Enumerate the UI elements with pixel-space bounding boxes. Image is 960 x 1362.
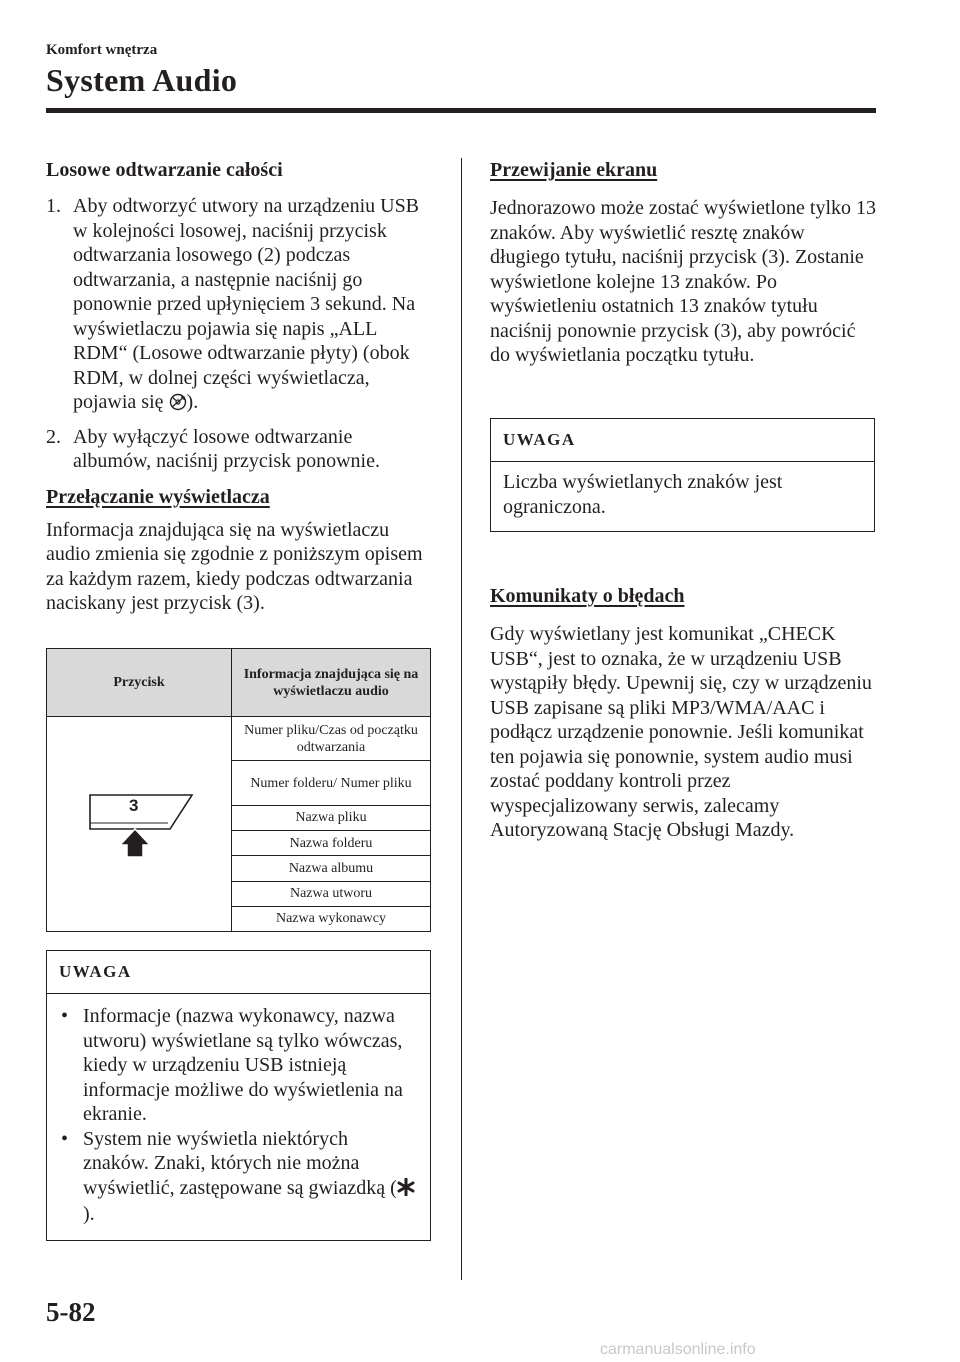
random-heading: Losowe odtwarzanie całości xyxy=(46,159,283,181)
random-step-1 xyxy=(46,194,432,418)
page-number: 5-82 xyxy=(46,1297,96,1327)
note-heading: UWAGA xyxy=(503,430,576,449)
errors-text: Gdy wyświetlany jest komunikat „CHECK USB“, jest to oznaka, że w urządzeniu USB wystąpiły błędy. Upewnij się, czy w urządzeniu USB zapisane są pliki MP3/WMA/AAC i podłącz urządzenie ponownie. Jeśli komunikat ten pojawia się ponownie, system audio musi zostać poddany kontroli przez wyspecjalizowany serwis, zalecamy Autoryzowaną Stację Obsługi Mazdy. xyxy=(490,623,872,841)
button-cell xyxy=(47,717,232,932)
table-row: Nazwa albumu xyxy=(232,856,431,881)
scroll-heading: Przewijanie ekranu xyxy=(490,159,658,181)
random-disc-icon xyxy=(169,393,187,418)
note-item-text: System nie wyświetla niektórych znaków. Znaki, których nie można wyświetlić, zastępowane są gwiazdką ( xyxy=(83,1127,397,1199)
table-row: Numer folderu/ Numer pliku xyxy=(232,761,431,805)
note-list xyxy=(59,1004,416,1227)
watermark: carmanualsonline.info xyxy=(600,1341,756,1358)
left-column xyxy=(46,157,432,616)
note-item xyxy=(59,1127,416,1227)
table-header-button: Przycisk xyxy=(47,649,232,717)
note-item-end: ). xyxy=(83,1203,95,1225)
right-column xyxy=(490,157,876,368)
note-body xyxy=(47,994,430,1239)
errors-heading: Komunikaty o błędach xyxy=(490,585,685,607)
step-text: Aby odtworzyć utwory na urządzeniu USB w kolejności losowej, naciśnij przycisk odtwarzania losowego (2) podczas odtwarzania, a następnie naciśnij go ponownie przed upłynięciem 3 sekund. Na wyświetlaczu pojawia się napis „ALL RDM“ (Losowe odtwarzanie płyty) (obok RDM, w dolnej części wyświetlacza, pojawia się xyxy=(73,195,420,413)
table-header-info: Informacja znajdująca się na wyświetlaczu audio xyxy=(232,649,431,717)
note-box-right xyxy=(490,418,875,532)
note-heading: UWAGA xyxy=(59,962,132,981)
table-row: Numer pliku/Czas od początku odtwarzania xyxy=(232,717,431,761)
errors-section xyxy=(490,583,876,843)
step-text: Aby wyłączyć losowe odtwarzanie albumów, naciśnij przycisk ponownie. xyxy=(73,425,380,472)
table-row: Nazwa pliku xyxy=(232,805,431,830)
display-table xyxy=(46,648,431,932)
note-box-left xyxy=(46,950,431,1241)
table-row: Nazwa folderu xyxy=(232,831,431,856)
random-step-2 xyxy=(46,425,432,474)
press-button-icon xyxy=(50,717,228,931)
column-divider xyxy=(461,158,462,1280)
table-row: Nazwa wykonawcy xyxy=(232,906,431,931)
table-row: Nazwa utworu xyxy=(232,881,431,906)
page-title: System Audio xyxy=(46,62,238,98)
bullet: • xyxy=(61,1005,69,1027)
display-switch-text: Informacja znajdująca się na wyświetlaczu audio zmienia się zgodnie z poniższym opisem za każdym razem, kiedy podczas odtwarzania naciskany jest przycisk (3). xyxy=(46,518,423,614)
random-steps xyxy=(46,194,432,474)
title-rule xyxy=(46,108,876,113)
display-switch-heading: Przełączanie wyświetlacza xyxy=(46,485,270,508)
section-label: Komfort wnętrza xyxy=(46,42,158,58)
note-body: Liczba wyświetlanych znaków jest ograniczona. xyxy=(503,471,783,518)
scroll-text: Jednorazowo może zostać wyświetlone tylko 13 znaków. Aby wyświetlić resztę znaków długiego tytułu, naciśnij przycisk (3). Zostanie wyświetlone kolejne 13 znaków. Po wyświetleniu ostatnich 13 znaków tytułu naciśnij ponownie przycisk (3), aby powrócić do wyświetlania początku tytułu. xyxy=(490,197,877,366)
step-number: 2. xyxy=(46,425,61,448)
note-item-text: Informacje (nazwa wykonawcy, nazwa utworu) wyświetlane są tylko wówczas, kiedy w urządzeniu USB istnieją informacje możliwe do wyświetlenia na ekranie. xyxy=(83,1005,403,1125)
step-text-end: ). xyxy=(186,391,199,413)
step-number: 1. xyxy=(46,195,61,217)
button-label: 3 xyxy=(129,796,139,815)
bullet: • xyxy=(61,1127,69,1150)
note-item xyxy=(59,1004,416,1127)
asterisk-icon xyxy=(397,1178,415,1203)
